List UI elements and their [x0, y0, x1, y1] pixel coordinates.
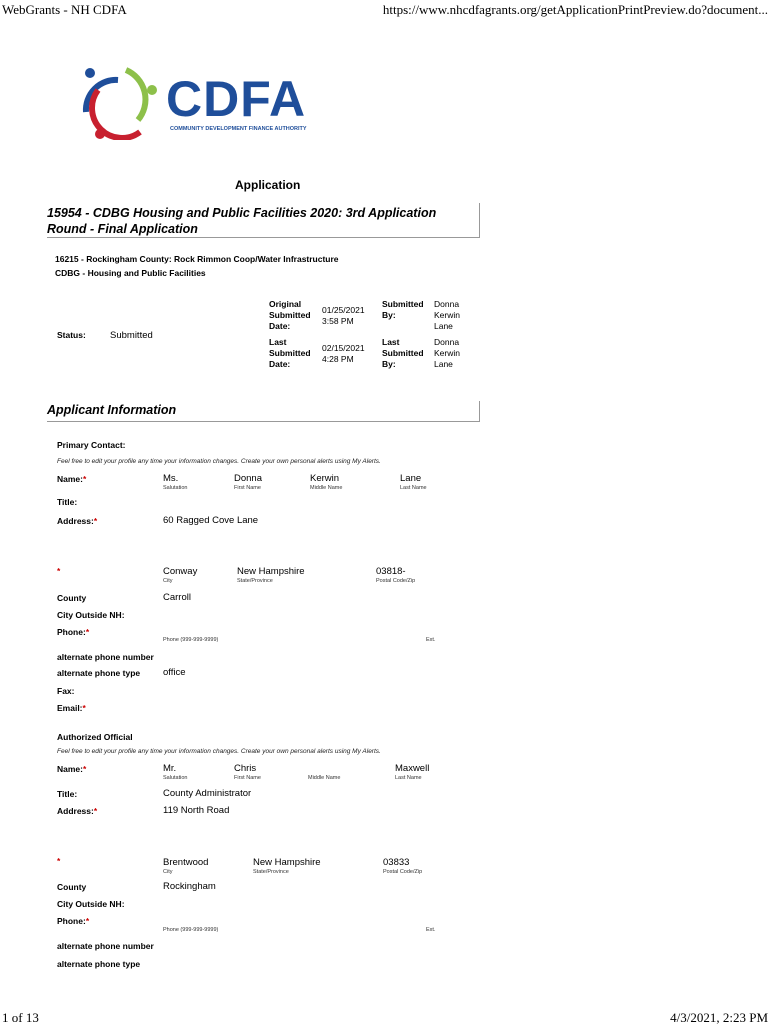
cdfa-logo	[78, 62, 338, 140]
last-submitted-by-value: Donna Kerwin Lane	[434, 337, 460, 369]
pc-county: Carroll	[163, 592, 191, 603]
authorized-official-heading: Authorized Official	[57, 732, 133, 742]
last-name-caption: Last Name	[400, 485, 427, 491]
pc-zip: 03818-	[376, 566, 406, 577]
primary-contact-heading: Primary Contact:	[57, 440, 126, 450]
ao-zip: 03833	[383, 857, 410, 868]
application-title: 15954 - CDBG Housing and Public Facilities 2020: 3rd Application Round - Final Application	[47, 206, 437, 236]
name-label: Name:	[57, 474, 83, 484]
city-caption: City	[163, 578, 173, 584]
primary-contact-note: Feel free to edit your profile any time your information changes. Create your own personal alerts using My Alerts.	[57, 458, 381, 465]
first-name-caption: First Name	[234, 485, 261, 491]
phone-caption: Phone (999-999-9999)	[163, 927, 219, 933]
ao-first-name: Chris	[234, 763, 257, 774]
document-heading: Application	[235, 178, 301, 192]
county-label: County	[57, 593, 87, 603]
required-marker: *	[57, 856, 61, 866]
page-url: https://www.nhcdfagrants.org/getApplicationPrintPreview.do?document...	[382, 2, 768, 17]
ao-city: Brentwood	[163, 857, 209, 868]
pc-alt-phone-type: office	[163, 667, 186, 678]
phone-label: Phone:	[57, 627, 86, 637]
state-caption: State/Province	[237, 578, 273, 584]
city-outside-label: City Outside NH:	[57, 899, 125, 909]
program-name: CDBG - Housing and Public Facilities	[55, 268, 206, 278]
browser-title: WebGrants - NH CDFA	[2, 2, 127, 17]
zip-caption: Postal Code/Zip	[376, 578, 416, 584]
required-marker: *	[85, 916, 90, 926]
last-submitted-by-label: Last Submitted By:	[382, 337, 424, 369]
print-datetime: 4/3/2021, 2:23 PM	[670, 1010, 768, 1025]
cdfa-logo-icon	[78, 62, 158, 140]
pc-first-name: Donna	[234, 473, 262, 484]
state-caption: State/Province	[253, 869, 289, 875]
logo-subtitle: COMMUNITY DEVELOPMENT FINANCE AUTHORITY	[170, 126, 307, 132]
last-submitted-label: Last Submitted Date:	[269, 337, 311, 369]
zip-caption: Postal Code/Zip	[383, 869, 423, 875]
alt-phone-type-label: alternate phone type	[57, 959, 141, 969]
pc-middle-name: Kerwin	[310, 473, 340, 484]
salutation-caption: Salutation	[163, 485, 188, 491]
pc-last-name: Lane	[400, 473, 422, 484]
title-label: Title:	[57, 497, 78, 507]
logo-text: CDFA	[166, 71, 307, 127]
city-caption: City	[163, 869, 173, 875]
submitted-by-value: Donna Kerwin Lane	[434, 299, 460, 331]
original-submitted-date: 01/25/2021 3:58 PM	[322, 305, 365, 326]
title-label: Title:	[57, 789, 78, 799]
authorized-official-note: Feel free to edit your profile any time your information changes. Create your own personal alerts using My Alerts.	[57, 748, 381, 755]
ext-caption: Ext.	[426, 927, 436, 933]
first-name-caption: First Name	[234, 775, 261, 781]
section-header	[47, 401, 480, 422]
address-label: Address:	[57, 806, 94, 816]
middle-name-caption: Middle Name	[308, 775, 341, 781]
last-name-caption: Last Name	[395, 775, 422, 781]
page-number: 1 of 13	[2, 1010, 39, 1025]
required-marker: *	[82, 474, 87, 484]
section-title: Applicant Information	[47, 403, 177, 417]
ao-address: 119 North Road	[163, 805, 230, 816]
address-label: Address:	[57, 516, 94, 526]
ao-title: County Administrator	[163, 788, 252, 799]
required-marker: *	[82, 703, 86, 713]
ao-salutation: Mr.	[163, 763, 177, 774]
ao-county: Rockingham	[163, 881, 216, 892]
email-label: Email:	[57, 703, 83, 713]
submitted-by-label: Submitted By:	[382, 299, 424, 320]
city-outside-label: City Outside NH:	[57, 610, 125, 620]
status-label: Status:	[57, 330, 86, 340]
original-submitted-label: Original Submitted Date:	[269, 299, 311, 331]
name-label: Name:	[57, 764, 83, 774]
required-marker: *	[82, 764, 87, 774]
project-name: 16215 - Rockingham County: Rock Rimmon Coop/Water Infrastructure	[55, 254, 339, 264]
phone-caption: Phone (999-999-9999)	[163, 637, 219, 643]
required-marker: *	[93, 806, 98, 816]
title-box	[47, 203, 480, 238]
pc-address: 60 Ragged Cove Lane	[163, 515, 259, 526]
required-marker: *	[57, 566, 61, 576]
middle-name-caption: Middle Name	[310, 485, 343, 491]
pc-state: New Hampshire	[237, 566, 305, 577]
phone-label: Phone:	[57, 916, 86, 926]
alt-phone-number-label: alternate phone number	[57, 652, 154, 662]
required-marker: *	[85, 627, 90, 637]
ao-last-name: Maxwell	[395, 763, 430, 774]
status-value: Submitted	[110, 330, 153, 341]
salutation-caption: Salutation	[163, 775, 188, 781]
alt-phone-type-label: alternate phone type	[57, 668, 141, 678]
pc-city: Conway	[163, 566, 198, 577]
required-marker: *	[93, 516, 98, 526]
county-label: County	[57, 882, 87, 892]
last-submitted-date: 02/15/2021 4:28 PM	[322, 343, 365, 364]
ext-caption: Ext.	[426, 637, 436, 643]
alt-phone-number-label: alternate phone number	[57, 941, 154, 951]
fax-label: Fax:	[57, 686, 75, 696]
ao-state: New Hampshire	[253, 857, 321, 868]
pc-salutation: Ms.	[163, 473, 179, 484]
